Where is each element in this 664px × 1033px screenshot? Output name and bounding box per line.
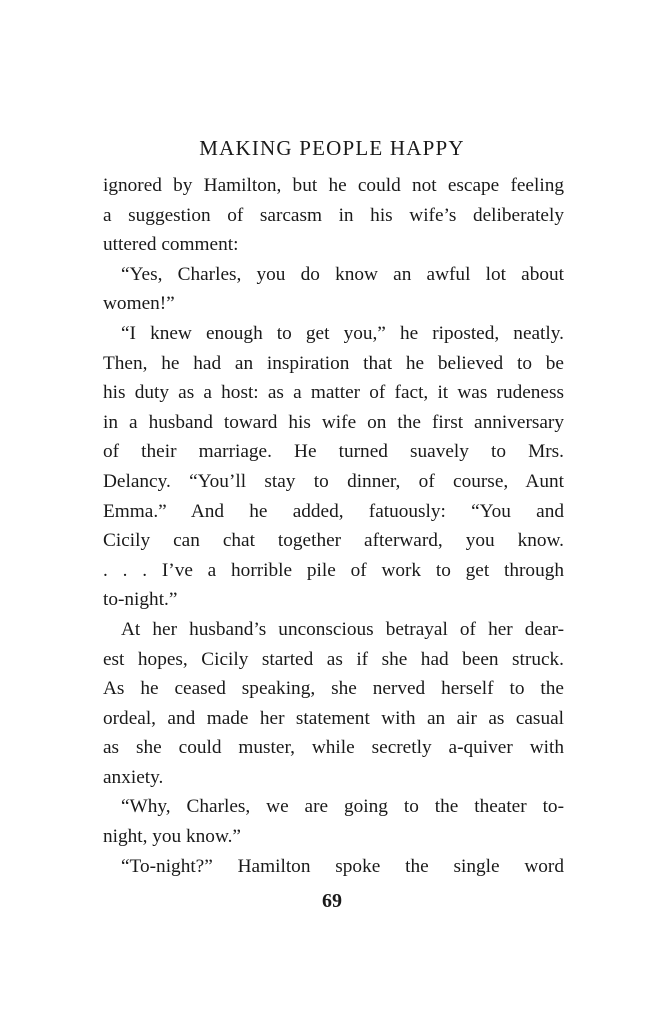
text-line: ignored by Hamilton, but he could not escape feeling <box>103 175 564 196</box>
text-line: Cicily can chat together afterward, you know. <box>103 530 564 552</box>
text-line: Emma.” And he added, fatuously: “You and <box>103 500 564 522</box>
text-line: a suggestion of sarcasm in his wife’s deliberately <box>103 204 564 226</box>
page-number: 69 <box>322 890 342 912</box>
text-line: anxiety. <box>103 766 164 788</box>
body-text <box>103 171 564 881</box>
text-line: in a husband toward his wife on the first anniversary <box>103 411 564 433</box>
text-line: “Why, Charles, we are going to the theater to- <box>121 796 564 818</box>
text-line: uttered comment: <box>103 234 239 256</box>
text-line: “To-night?” Hamilton spoke the single word <box>121 855 564 877</box>
text-line: At her husband’s unconscious betrayal of her dear- <box>121 618 564 640</box>
running-head: MAKING PEOPLE HAPPY <box>199 136 465 160</box>
text-line: women!” <box>103 293 175 315</box>
text-line: night, you know.” <box>103 826 241 848</box>
text-line: of their marriage. He turned suavely to Mrs. <box>103 441 564 463</box>
text-line: Delancy. “You’ll stay to dinner, of course, Aunt <box>103 470 564 492</box>
text-line: as she could muster, while secretly a-quiver with <box>103 737 564 759</box>
text-line: . . . I’ve a horrible pile of work to get through <box>103 559 564 581</box>
text-line: est hopes, Cicily started as if she had been struck. <box>103 648 564 670</box>
text-line: “Yes, Charles, you do know an awful lot about <box>121 263 564 285</box>
text-line: to-night.” <box>103 589 178 611</box>
text-line: his duty as a host: as a matter of fact, it was rudeness <box>103 382 564 404</box>
text-line: As he ceased speaking, she nerved herself to the <box>103 678 564 700</box>
text-line: “I knew enough to get you,” he riposted, neatly. <box>121 322 564 344</box>
text-line: Then, he had an inspiration that he believed to be <box>103 352 564 374</box>
text-line: ordeal, and made her statement with an air as casual <box>103 707 564 729</box>
